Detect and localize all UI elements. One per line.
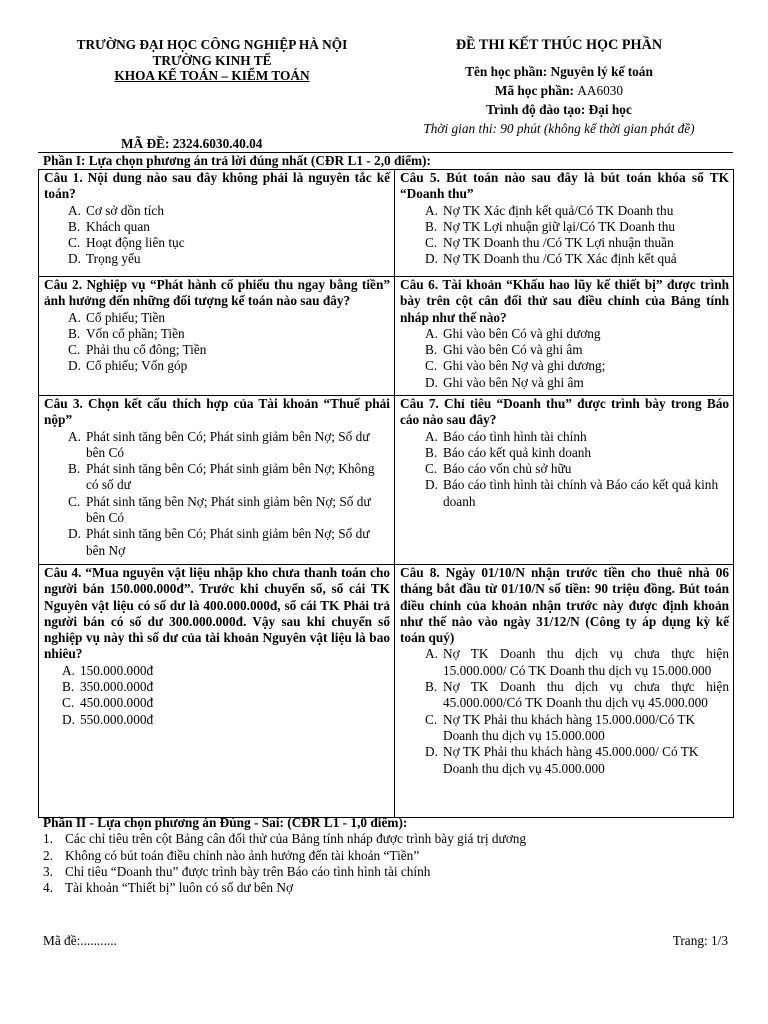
question-text: Câu 6. Tài khoản “Khấu hao lũy kế thiết bị” được trình bày trên cột cân đối thử sau điều chỉnh của Bảng tính nháp như thế nào?: [400, 277, 729, 325]
question-row: [39, 170, 734, 277]
exam-title: ĐỀ THI KẾT THÚC HỌC PHẦN: [455, 37, 663, 53]
option-a: A. Báo cáo tình hình tài chính: [425, 428, 587, 444]
option-list: [400, 429, 729, 510]
option-c: C. Hoạt động liên tục: [68, 235, 185, 251]
statement-item: 3. Chỉ tiêu “Doanh thu” được trình bày trên Báo cáo tình hình tài chính: [43, 863, 431, 879]
option-c: C. Báo cáo vốn chủ sở hữu: [425, 461, 572, 477]
question-row: [39, 565, 734, 818]
option-b: B. Phát sinh tăng bên Có; Phát sinh giảm bên Nợ; Không có số dư: [68, 461, 375, 493]
exam-header: [386, 37, 732, 138]
question-5: [395, 170, 734, 277]
course-code-label: Mã học phần:: [494, 83, 578, 98]
course-line: [386, 62, 732, 81]
option-c: C. Phải thu cổ đông; Tiền: [68, 342, 207, 358]
option-c: C. 450.000.000đ: [62, 695, 154, 711]
option-b: B. Nợ TK Doanh thu dịch vụ chưa thực hiện 45.000.000/Có TK Doanh thu dịch vụ 45.000.000: [425, 679, 729, 711]
option-b: B. 350.000.000đ: [62, 679, 154, 695]
question-7: [395, 396, 734, 565]
question-text: Câu 5. Bút toán nào sau đây là bút toán khóa sổ TK “Doanh thu”: [400, 170, 729, 202]
part1-title: Phần I: Lựa chọn phương án trả lời đúng nhất (CĐR L1 - 2,0 điểm):: [43, 153, 431, 168]
statement-item: 1. Các chỉ tiêu trên cột Bảng cân đối thử của Bảng tính nháp được trình bày giá trị dương: [43, 831, 527, 847]
option-c: C. Phát sinh tăng bên Nợ; Phát sinh giảm bên Nợ; Số dư bên Có: [68, 493, 371, 526]
course-code-value: AA6030: [577, 83, 624, 98]
level-line: [386, 100, 732, 119]
option-b: B. Vốn cổ phần; Tiền: [68, 325, 185, 341]
question-table: [38, 169, 734, 818]
question-1: [39, 170, 395, 277]
faculty-name: KHOA KẾ TOÁN – KIỂM TOÁN: [114, 68, 310, 83]
question-row: [39, 396, 734, 565]
question-text: Câu 4. “Mua nguyên vật liệu nhập kho chưa thanh toán cho người bán 150.000.000đ”. Trước khi chuyển sổ, sổ cái TK Nguyên vật liệu có số dư là 400.000.000đ, sổ cái TK Phải trả người bán có số dư 300.000.000đ. Vậy sau khi chuyển sổ nghiệp vụ này thì số dư của tài khoản Nguyên vật liệu là bao nhiêu?: [44, 565, 390, 662]
option-a: A. Nợ TK Xác định kết quả/Có TK Doanh thu: [425, 202, 674, 218]
option-a: A. 150.000.000đ: [62, 662, 154, 678]
college-name: TRƯỜNG KINH TẾ: [152, 52, 272, 68]
exam-code: MÃ ĐỀ: 2324.6030.40.04: [121, 136, 263, 151]
school-header: [40, 37, 384, 84]
option-d: D. Báo cáo tình hình tài chính và Báo cáo kết quả kinh doanh: [425, 477, 719, 509]
question-text: Câu 8. Ngày 01/10/N nhận trước tiền cho thuê nhà 06 tháng bắt đầu từ 01/10/N số tiền: 90 triệu đồng. Bút toán điều chỉnh của khoản nhận trước này được định khoản như thế nào vào ngày 31/12/N (Công ty áp dụng kỳ kế toán quý): [400, 565, 729, 646]
option-a: A. Ghi vào bên Có và ghi dương: [425, 325, 601, 341]
question-2: [39, 277, 395, 396]
question-4: [39, 565, 395, 818]
school-name: TRƯỜNG ĐẠI HỌC CÔNG NGHIỆP HÀ NỘI: [76, 37, 348, 52]
option-list: [44, 310, 390, 375]
option-d: D. 550.000.000đ: [62, 711, 154, 727]
question-text: Câu 7. Chỉ tiêu “Doanh thu” được trình bày trong Báo cáo nào sau đây?: [400, 396, 729, 428]
option-d: D. Nợ TK Doanh thu /Có TK Xác định kết quả: [425, 251, 677, 267]
page-number: Trang: 1/3: [672, 933, 728, 948]
option-b: B. Báo cáo kết quả kinh doanh: [425, 444, 592, 460]
option-c: C. Ghi vào bên Nợ và ghi dương;: [425, 358, 606, 374]
option-list: [44, 663, 390, 728]
option-d: D. Cổ phiếu; Vốn góp: [68, 358, 188, 374]
question-text: Câu 2. Nghiệp vụ “Phát hành cổ phiếu thu ngay bằng tiền” ảnh hưởng đến những đối tượng kế toán nào sau đây?: [44, 277, 390, 309]
option-b: B. Nợ TK Lợi nhuận giữ lại/Có TK Doanh thu: [425, 218, 676, 234]
option-d: D. Nợ TK Phải thu khách hàng 45.000.000/ Có TK Doanh thu dịch vụ 45.000.000: [425, 744, 699, 776]
exam-time: Thời gian thi: 90 phút (không kể thời gian phát đề): [423, 121, 695, 136]
option-d: D. Ghi vào bên Nợ và ghi âm: [425, 374, 584, 390]
part2-section: [43, 815, 733, 896]
option-a: A. Phát sinh tăng bên Có; Phát sinh giảm bên Nợ; Số dư bên Có: [68, 428, 370, 460]
question-8: [395, 565, 734, 818]
option-list: [44, 203, 390, 268]
footer-exam-code: Mã đề:...........: [43, 933, 117, 948]
option-list: [400, 326, 729, 391]
course-label: Tên học phần:: [465, 64, 551, 79]
question-text: Câu 1. Nội dung nào sau đây không phải là nguyên tắc kế toán?: [44, 170, 390, 202]
course-value: Nguyên lý kế toán: [550, 64, 653, 79]
option-a: A. Nợ TK Doanh thu dịch vụ chưa thực hiện 15.000.000/ Có TK Doanh thu dịch vụ 15.000.000: [425, 646, 729, 678]
question-row: [39, 277, 734, 396]
option-a: A. Cơ sở dồn tích: [68, 202, 164, 218]
option-c: C. Nợ TK Doanh thu /Có TK Lợi nhuận thuần: [425, 235, 674, 251]
option-b: B. Khách quan: [68, 218, 150, 234]
option-d: D. Phát sinh tăng bên Có; Phát sinh giảm bên Nợ; Số dư bên Nợ: [68, 526, 370, 558]
course-code-line: [386, 81, 732, 100]
question-3: [39, 396, 395, 565]
option-a: A. Cổ phiếu; Tiền: [68, 309, 166, 325]
option-b: B. Ghi vào bên Có và ghi âm: [425, 342, 583, 358]
level-value: Đại học: [588, 102, 632, 117]
option-c: C. Nợ TK Phải thu khách hàng 15.000.000/Có TK Doanh thu dịch vụ 15.000.000: [425, 711, 696, 743]
statement-item: 4. Tài khoản “Thiết bị” luôn có số dư bên Nợ: [43, 880, 294, 896]
option-list: [44, 429, 390, 559]
option-list: [400, 646, 729, 776]
part2-title: Phần II - Lựa chọn phương án Đúng - Sai: (CĐR L1 - 1,0 điểm):: [43, 815, 408, 830]
option-d: D. Trọng yếu: [68, 251, 141, 267]
question-6: [395, 277, 734, 396]
question-text: Câu 3. Chọn kết cấu thích hợp của Tài khoản “Thuế phải nộp”: [44, 396, 390, 428]
statement-item: 2. Không có bút toán điều chỉnh nào ảnh hưởng đến tài khoản “Tiền”: [43, 847, 420, 863]
option-list: [400, 203, 729, 268]
level-label: Trình độ đào tạo:: [486, 102, 589, 117]
